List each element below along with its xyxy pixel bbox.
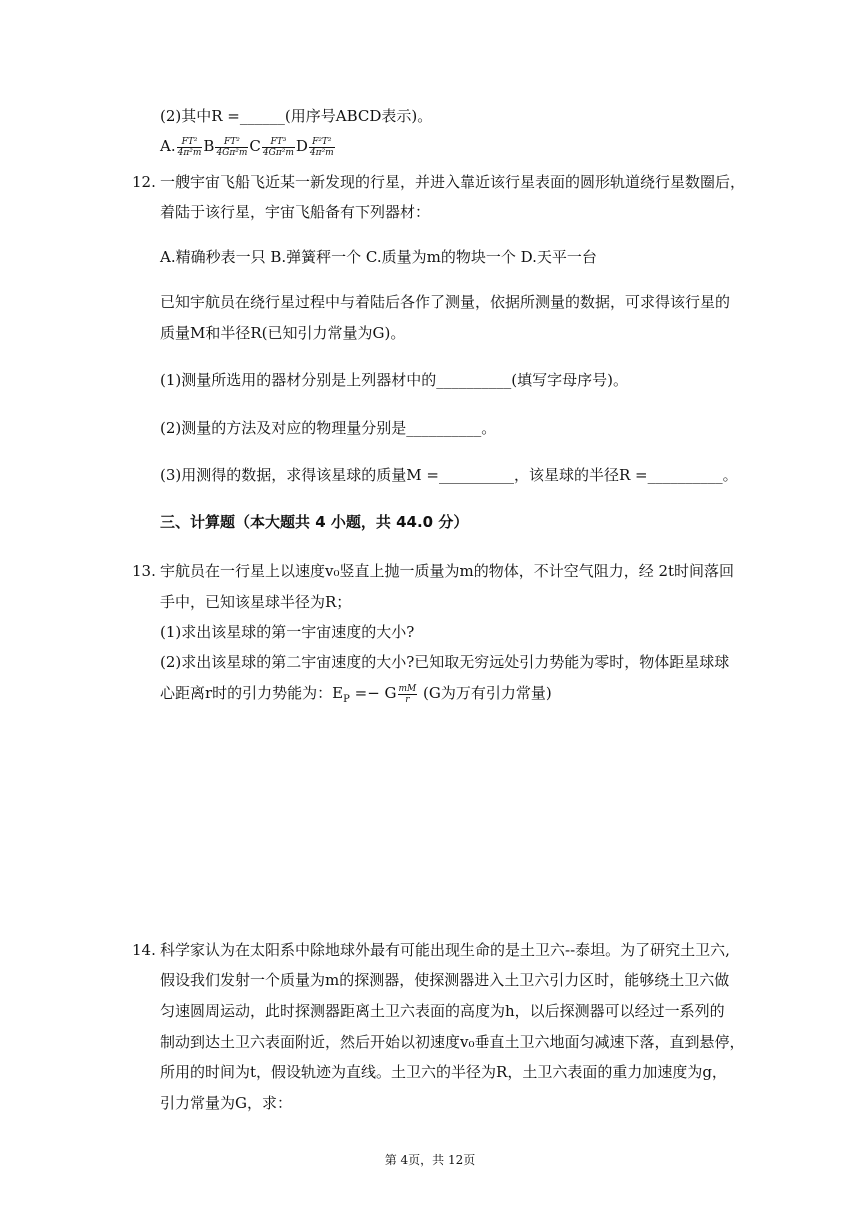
q12-stem-line4: 质量M和半径R(已知引力常量为G)。 <box>160 324 406 342</box>
q12-equipment-list: A.精确秒表一只 B.弹簧秤一个 C.质量为m的物块一个 D.天平一台 <box>160 248 597 266</box>
page-footer: 第 4页，共 12页 <box>384 1153 476 1167</box>
q11-option-b: $\frac{\text{FT²}}{\text{4Gπ²m}}$ <box>216 136 248 158</box>
section-heading: 三、计算题（本大题共 4 小题，共 44.0 分） <box>160 513 469 531</box>
q13-text-post: (G为万有引力常量) <box>418 684 552 702</box>
q13-text-pre: 心距离r时的引力势能为：E <box>160 684 344 702</box>
q11-option-c: $\frac{\text{FT³}}{\text{4Gπ²m}}$ <box>262 136 294 158</box>
q13-part1: (1)求出该星球的第一宇宙速度的大小? <box>160 623 415 641</box>
q14-stem-line5: 所用的时间为t，假设轨迹为直线。土卫六的半径为R，土卫六表面的重力加速度为g， <box>160 1063 727 1081</box>
q14-stem-line2: 假设我们发射一个质量为m的探测器，使探测器进入土卫六引力区时，能够绕土卫六做 <box>160 971 730 989</box>
q12-part3: (3)用测得的数据，求得该星球的质量M =__________，该星球的半径R =__________。 <box>160 466 738 484</box>
q11-options <box>160 136 336 158</box>
q11-option-d-label: D <box>295 137 308 155</box>
q14-stem-line1: 科学家认为在太阳系中除地球外最有可能出现生命的是土卫六--泰坦。为了研究土卫六, <box>160 941 730 959</box>
q12-stem-line1: 一艘宇宙飞船飞近某一新发现的行星，并进入靠近该行星表面的圆形轨道绕行星数圈后， <box>160 173 746 191</box>
q14-stem-line6: 引力常量为G，求： <box>160 1094 292 1112</box>
q14-stem-line3: 匀速圆周运动，此时探测器距离土卫六表面的高度为h，以后探测器可以经过一系列的 <box>160 1002 725 1020</box>
q11-part2: (2)其中R =______(用序号ABCD表示)。 <box>160 107 433 125</box>
q11-option-d: $\frac{\text{F²T²}}{\text{4π²m}}$ <box>309 136 334 158</box>
q13-potential-energy-line <box>160 683 552 710</box>
q12-part1: (1)测量所选用的器材分别是上列器材中的__________(填写字母序号)。 <box>160 371 628 389</box>
q14-number: 14. <box>132 941 156 959</box>
q11-option-c-label: C <box>249 137 261 155</box>
q13-stem-line2: 手中，已知该星球半径为R； <box>160 593 352 611</box>
q11-option-a: $\frac{\text{FT²}}{\text{4π²m}}$ <box>177 136 202 158</box>
q12-number: 12. <box>132 173 156 191</box>
q12-stem-line2: 着陆于该行星，宇宙飞船备有下列器材： <box>160 203 431 221</box>
q13-subscript: P <box>343 694 350 705</box>
q13-text-mid: =− G <box>349 684 397 702</box>
q13-fraction: $\frac{mM}{r}$ <box>398 683 417 705</box>
q13-stem-line1: 宇航员在一行星上以速度v₀竖直上抛一质量为m的物体，不计空气阻力，经 2t时间落回 <box>160 562 735 580</box>
q14-stem-line4: 制动到达土卫六表面附近，然后开始以初速度v₀垂直土卫六地面匀减速下落，直到悬停， <box>160 1033 745 1051</box>
q11-option-a-label: A. <box>160 137 176 155</box>
q13-part2: (2)求出该星球的第二宇宙速度的大小?已知取无穷远处引力势能为零时，物体距星球球 <box>160 653 730 671</box>
q12-stem-line3: 已知宇航员在绕行星过程中与着陆后各作了测量，依据所测量的数据，可求得该行星的 <box>160 293 731 311</box>
q12-part2: (2)测量的方法及对应的物理量分别是__________。 <box>160 419 497 437</box>
q11-option-b-label: B <box>203 137 215 155</box>
q13-number: 13. <box>132 562 156 580</box>
